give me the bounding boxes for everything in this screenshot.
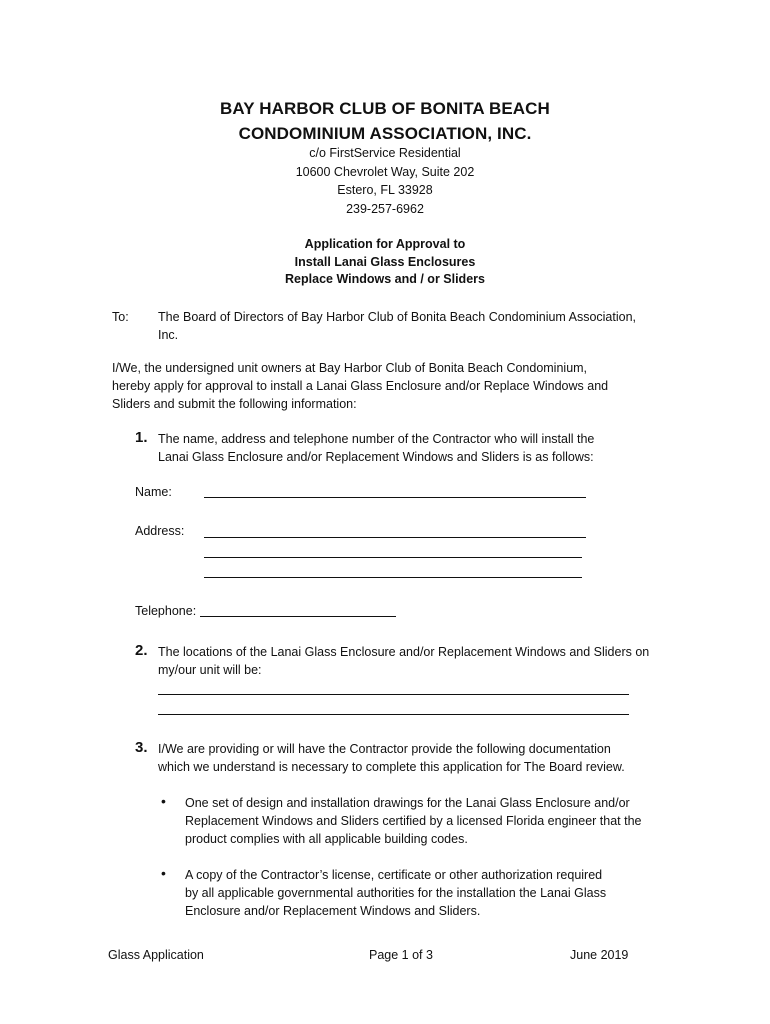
intro-line3: Sliders and submit the following information: bbox=[112, 397, 357, 411]
item-2-line1: The locations of the Lanai Glass Enclosure and/or Replacement Windows and Sliders on bbox=[158, 645, 650, 659]
bullet-2-line1: A copy of the Contractor’s license, certificate or other authorization required bbox=[185, 868, 603, 882]
to-recipient-line1: The Board of Directors of Bay Harbor Club of Bonita Beach Condominium Association, bbox=[158, 310, 637, 324]
street-address: 10600 Chevrolet Way, Suite 202 bbox=[295, 165, 475, 179]
item-2-line2: my/our unit will be: bbox=[158, 663, 262, 677]
footer-document-name: Glass Application bbox=[108, 948, 204, 962]
to-recipient-line2: Inc. bbox=[158, 328, 179, 342]
to-label: To: bbox=[112, 310, 129, 324]
bullet-1-symbol: • bbox=[161, 793, 166, 809]
phone-number: 239-257-6962 bbox=[346, 202, 424, 216]
footer-date: June 2019 bbox=[570, 948, 629, 962]
contractor-telephone-label: Telephone: bbox=[135, 604, 197, 618]
application-title-line3: Replace Windows and / or Sliders bbox=[285, 272, 485, 286]
bullet-1-line3: product complies with all applicable building codes. bbox=[185, 832, 468, 846]
item-2-number: 2. bbox=[135, 642, 148, 659]
application-title-line1: Application for Approval to bbox=[304, 237, 466, 251]
item-1-line2: Lanai Glass Enclosure and/or Replacement Windows and Sliders is as follows: bbox=[158, 450, 594, 464]
bullet-2-symbol: • bbox=[161, 865, 166, 881]
item-3-line2: which we understand is necessary to complete this application for The Board review. bbox=[158, 760, 625, 774]
association-name-line2: CONDOMINIUM ASSOCIATION, INC. bbox=[238, 124, 532, 143]
bullet-2-line2: by all applicable governmental authorities for the installation the Lanai Glass bbox=[185, 886, 607, 900]
footer-page-number: Page 1 of 3 bbox=[369, 948, 433, 962]
association-name-line1: BAY HARBOR CLUB OF BONITA BEACH bbox=[220, 99, 550, 118]
contractor-name-field[interactable] bbox=[204, 497, 586, 498]
locations-field-2[interactable] bbox=[158, 714, 629, 715]
intro-line1: I/We, the undersigned unit owners at Bay Harbor Club of Bonita Beach Condominium, bbox=[112, 361, 588, 375]
item-3-number: 3. bbox=[135, 739, 148, 756]
care-of-line: c/o FirstService Residential bbox=[309, 146, 461, 160]
contractor-name-label: Name: bbox=[135, 485, 172, 499]
bullet-2-line3: Enclosure and/or Replacement Windows and Sliders. bbox=[185, 904, 481, 918]
item-1-number: 1. bbox=[135, 429, 148, 446]
contractor-address-field-3[interactable] bbox=[204, 577, 582, 578]
item-3-line1: I/We are providing or will have the Contractor provide the following documentation bbox=[158, 742, 611, 756]
item-1-line1: The name, address and telephone number of the Contractor who will install the bbox=[158, 432, 595, 446]
intro-line2: hereby apply for approval to install a Lanai Glass Enclosure and/or Replace Windows and bbox=[112, 379, 609, 393]
bullet-1-line2: Replacement Windows and Sliders certified by a licensed Florida engineer that the bbox=[185, 814, 642, 828]
contractor-telephone-field[interactable] bbox=[200, 616, 396, 617]
bullet-1-line1: One set of design and installation drawings for the Lanai Glass Enclosure and/or bbox=[185, 796, 630, 810]
contractor-address-field-1[interactable] bbox=[204, 537, 586, 538]
contractor-address-field-2[interactable] bbox=[204, 557, 582, 558]
locations-field-1[interactable] bbox=[158, 694, 629, 695]
application-title-line2: Install Lanai Glass Enclosures bbox=[294, 255, 476, 269]
city-state-zip: Estero, FL 33928 bbox=[337, 183, 433, 197]
contractor-address-label: Address: bbox=[135, 524, 185, 538]
